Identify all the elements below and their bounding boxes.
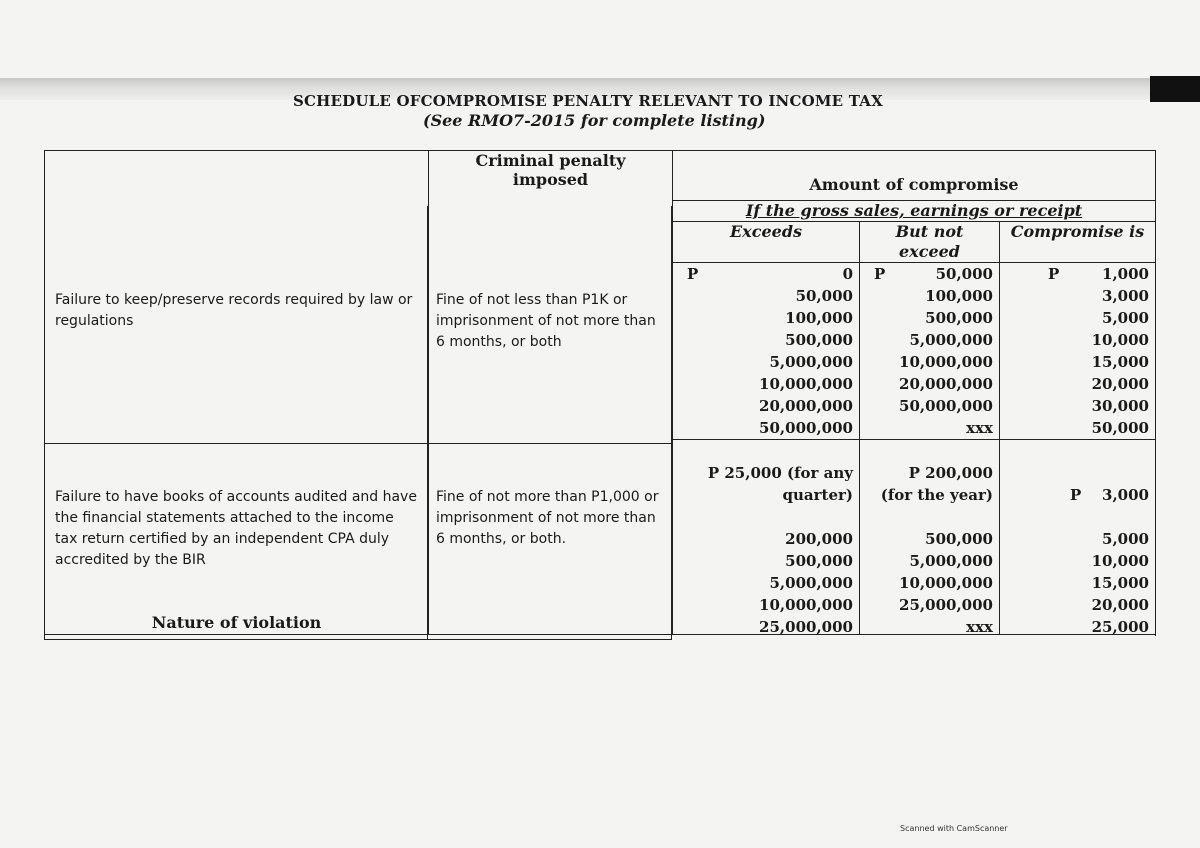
amount-value: 5,000,000 [769,353,853,371]
amount-value: 5,000,000 [909,331,993,349]
amount-value: 500,000 [785,331,853,349]
currency-prefix: P [687,265,699,283]
amount-value: 5,000 [1102,530,1149,548]
row1-compromise-col [1000,263,1155,439]
currency-prefix: P [1070,486,1082,504]
amount-value: 500,000 [925,309,993,327]
row2-compromise-list [1000,506,1155,638]
amount-value: 30,000 [1091,397,1149,415]
amount-value: 15,000 [1091,353,1149,371]
row1-not-exceed-list [860,285,999,439]
row2-not-first [860,440,999,506]
row1-comp-first [1000,263,1155,285]
amount-value: 50,000 [795,287,853,305]
row1-penalty: Fine of not less than P1K or imprisonment of not more than 6 months, or both [436,292,656,350]
row1-amounts [673,263,1155,440]
row2-not-exceed-col [860,440,1000,634]
amount-value: 10,000,000 [759,375,853,393]
amount-value: 0 [842,265,853,283]
page-title: SCHEDULE OFCOMPROMISE PENALTY RELEVANT TO INCOME TAX [293,92,883,110]
row2-compromise-col [1000,440,1155,634]
row1-exceeds-col [673,263,860,439]
currency-prefix: P [1048,265,1060,283]
penalty-table [44,150,1156,635]
amount-value: 10,000 [1091,331,1149,349]
row1-exceeds-first [673,263,859,285]
header-but-not-line2: exceed [898,242,960,261]
amount-value: 50,000,000 [899,397,993,415]
row1-exceeds-list [673,285,859,439]
row2-exceeds-col [673,440,860,634]
row1-nature: Failure to keep/preserve records required by law or regulations [55,292,413,329]
amount-value: 20,000,000 [759,397,853,415]
header-exceeds: Exceeds [673,222,860,262]
amount-value: 100,000 [785,309,853,327]
amount-value: quarter) [782,486,853,504]
amount-value: xxx [966,618,993,636]
amount-value: P 200,000 [908,464,993,482]
row2-exceeds-first [673,440,859,506]
header-but-not [860,222,1000,262]
amount-value: 5,000,000 [769,574,853,592]
amount-value: 10,000,000 [899,353,993,371]
amount-value: 25,000,000 [759,618,853,636]
header-nature: Nature of violation [45,151,429,635]
amount-value: 500,000 [785,552,853,570]
header-amount: Amount of compromise [809,175,1019,194]
amount-value: 10,000,000 [899,574,993,592]
amount-value: 3,000 [1102,486,1149,504]
amount-value: 5,000,000 [909,552,993,570]
row1-compromise-list [1000,285,1155,439]
amount-value: 5,000 [1102,309,1149,327]
scanner-footer: Scanned with CamScanner [900,824,1008,833]
amount-value: (for the year) [880,486,993,504]
amount-column [673,151,1156,635]
scan-edge [1150,76,1200,102]
header-criminal-line2: imposed [512,170,589,189]
amount-value: 20,000 [1091,375,1149,393]
row2-exceeds-list [673,506,859,638]
amount-value: 50,000 [1091,419,1149,437]
row1-not-first [860,263,999,285]
amount-value: 200,000 [785,530,853,548]
amount-value: 50,000,000 [759,419,853,437]
sub-header-row [673,222,1155,263]
header-but-not-line1: But not [895,222,964,241]
row1-not-exceed-col [860,263,1000,439]
row2-penalty: Fine of not more than P1,000 or imprisonment of not more than 6 months, or both. [436,489,659,547]
amount-value: 25,000,000 [899,596,993,614]
row2-not-exceed-list [860,506,999,638]
row2-nature: Failure to have books of accounts audited and have the financial statements attached to the income tax return certified by an independent CPA duly accredited by the BIR [55,489,417,568]
amount-value: 20,000 [1091,596,1149,614]
page-subtitle: (See RMO7-2015 for complete listing) [423,111,766,130]
amount-value: 25,000 [1091,618,1149,636]
amount-value: xxx [966,419,993,437]
header-criminal [429,151,673,635]
amount-value: 15,000 [1091,574,1149,592]
amount-value: 50,000 [935,265,993,283]
header-compromise: Compromise is [1010,222,1145,241]
row2-comp-first [1000,440,1155,506]
currency-prefix: P [874,265,886,283]
amount-value: 20,000,000 [899,375,993,393]
amount-value: P 25,000 (for any [707,464,853,482]
header-criminal-line1: Criminal penalty [475,151,626,170]
amount-value: 1,000 [1102,265,1149,283]
amount-value: 10,000,000 [759,596,853,614]
amount-value: 3,000 [1102,287,1149,305]
header-if-gross: If the gross sales, earnings or receipt [673,201,1155,222]
row2-amounts [673,440,1155,634]
amount-value: 10,000 [1091,552,1149,570]
amount-value: 500,000 [925,530,993,548]
amount-value: 100,000 [925,287,993,305]
